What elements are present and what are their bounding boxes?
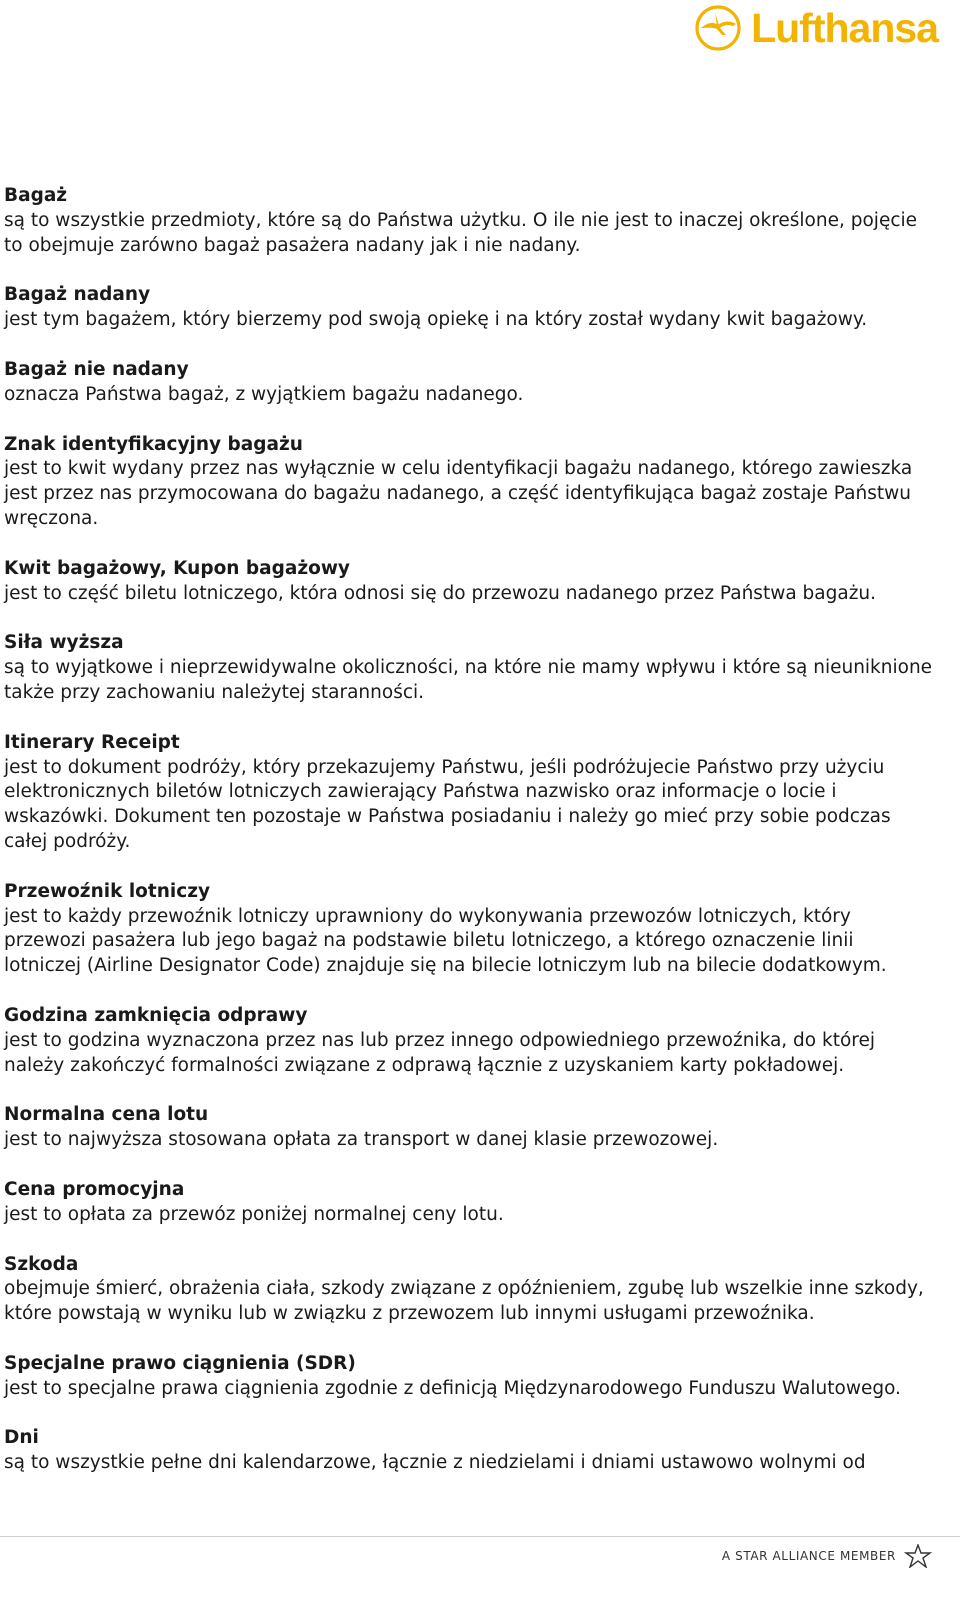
definition-term: Cena promocyjna xyxy=(4,1178,185,1200)
definition-text: jest to godzina wyznaczona przez nas lub przez innego odpowiedniego przewoźnika, do której należy zakończyć formalności związane z odprawą łącznie z uzyskaniem karty pokładowej. xyxy=(4,1029,875,1076)
definition-text: oznacza Państwa bagaż, z wyjątkiem bagażu nadanego. xyxy=(4,383,524,405)
definition-term: Itinerary Receipt xyxy=(4,731,180,753)
definition-term: Przewoźnik lotniczy xyxy=(4,880,211,902)
definition-text: jest to kwit wydany przez nas wyłącznie w celu identyfikacji bagażu nadanego, którego zawieszka jest przez nas przymocowana do bagażu nadanego, a część identyfikująca bagaż zostaje Państwu wręczona. xyxy=(4,458,913,529)
definition-term: Bagaż nadany xyxy=(4,284,151,306)
definition-term: Bagaż xyxy=(4,185,68,206)
definition-text: jest to dokument podróży, który przekazujemy Państwu, jeśli podróżujecie Państwo przy użyciu elektronicznych biletów lotniczych zawierający Państwa nazwisko oraz informacje o locie i wskazówki. Dokument ten pozostaje w Państwa posiadaniu i należy go mieć przy sobie podczas całej podróży. xyxy=(4,756,891,852)
definition-text: jest to najwyższa stosowana opłata za transport w danej klasie przewozowej. xyxy=(4,1129,719,1151)
definition-entry xyxy=(4,1352,934,1402)
definition-entry xyxy=(4,557,934,607)
definition-text: jest to opłata za przewóz poniżej normalnej ceny lotu. xyxy=(4,1203,504,1225)
definition-text: są to wszystkie przedmioty, które są do Państwa użytku. O ile nie jest to inaczej określone, pojęcie to obejmuje zarówno bagaż pasażera nadany jak i nie nadany. xyxy=(4,209,918,256)
definition-entry xyxy=(4,433,934,532)
definition-term: Dni xyxy=(4,1427,39,1449)
definition-term: Siła wyższa xyxy=(4,632,124,654)
star-alliance-badge xyxy=(722,1544,932,1568)
definition-text: obejmuje śmierć, obrażenia ciała, szkody związane z opóźnieniem, zgubę lub wszelkie inne szkody, które powstają w wyniku lub w związku z przewozem lub innymi usługami przewoźnika. xyxy=(4,1278,924,1325)
definition-entry xyxy=(4,283,934,333)
star-alliance-text: A STAR ALLIANCE MEMBER xyxy=(721,1549,896,1563)
definition-entry xyxy=(4,1178,934,1228)
brand-name: Lufthansa xyxy=(751,4,938,51)
definition-term: Godzina zamknięcia odprawy xyxy=(4,1004,308,1026)
definition-entry xyxy=(4,631,934,705)
definition-term: Kwit bagażowy, Kupon bagażowy xyxy=(4,557,350,579)
definition-text: jest to część biletu lotniczego, która odnosi się do przewozu nadanego przez Państwa bagażu. xyxy=(4,582,877,604)
definition-term: Znak identyfikacyjny bagażu xyxy=(4,433,303,455)
definition-entry xyxy=(4,358,934,408)
definition-term: Bagaż nie nadany xyxy=(4,358,189,380)
definition-text: są to wyjątkowe i nieprzewidywalne okoliczności, na które nie mamy wpływu i które są nieuniknione także przy zachowaniu należytej staranności. xyxy=(4,657,933,703)
definition-entry xyxy=(4,1426,934,1476)
definition-entry xyxy=(4,731,934,855)
definition-entry xyxy=(4,184,934,258)
crane-logo-icon xyxy=(693,3,743,53)
definition-entry xyxy=(4,1253,934,1327)
definition-text: jest to specjalne prawa ciągnienia zgodnie z definicją Międzynarodowego Funduszu Walutowego. xyxy=(4,1377,901,1399)
definition-term: Szkoda xyxy=(4,1253,79,1275)
definition-text: jest tym bagażem, który bierzemy pod swoją opiekę i na który został wydany kwit bagażowy. xyxy=(4,309,868,331)
definition-term: Normalna cena lotu xyxy=(4,1104,209,1126)
definitions-list xyxy=(4,184,934,1501)
definition-text: jest to każdy przewoźnik lotniczy uprawniony do wykonywania przewozów lotniczych, który przewozi pasażera lub jego bagaż na podstawie biletu lotniczego, a którego oznaczenie linii lotniczej (Airline Designator Code) znajduje się na bilecie lotniczym lub na bilecie dodatkowym. xyxy=(4,905,887,977)
lufthansa-logo xyxy=(693,0,938,56)
footer-divider xyxy=(0,1536,960,1537)
definition-term: Specjalne prawo ciągnienia (SDR) xyxy=(4,1352,356,1374)
definition-entry xyxy=(4,1004,934,1078)
definition-entry xyxy=(4,1103,934,1153)
definition-text: są to wszystkie pełne dni kalendarzowe, łącznie z niedzielami i dniami ustawowo wolnymi od xyxy=(4,1452,866,1474)
star-alliance-icon xyxy=(904,1544,932,1568)
definition-entry xyxy=(4,880,934,979)
